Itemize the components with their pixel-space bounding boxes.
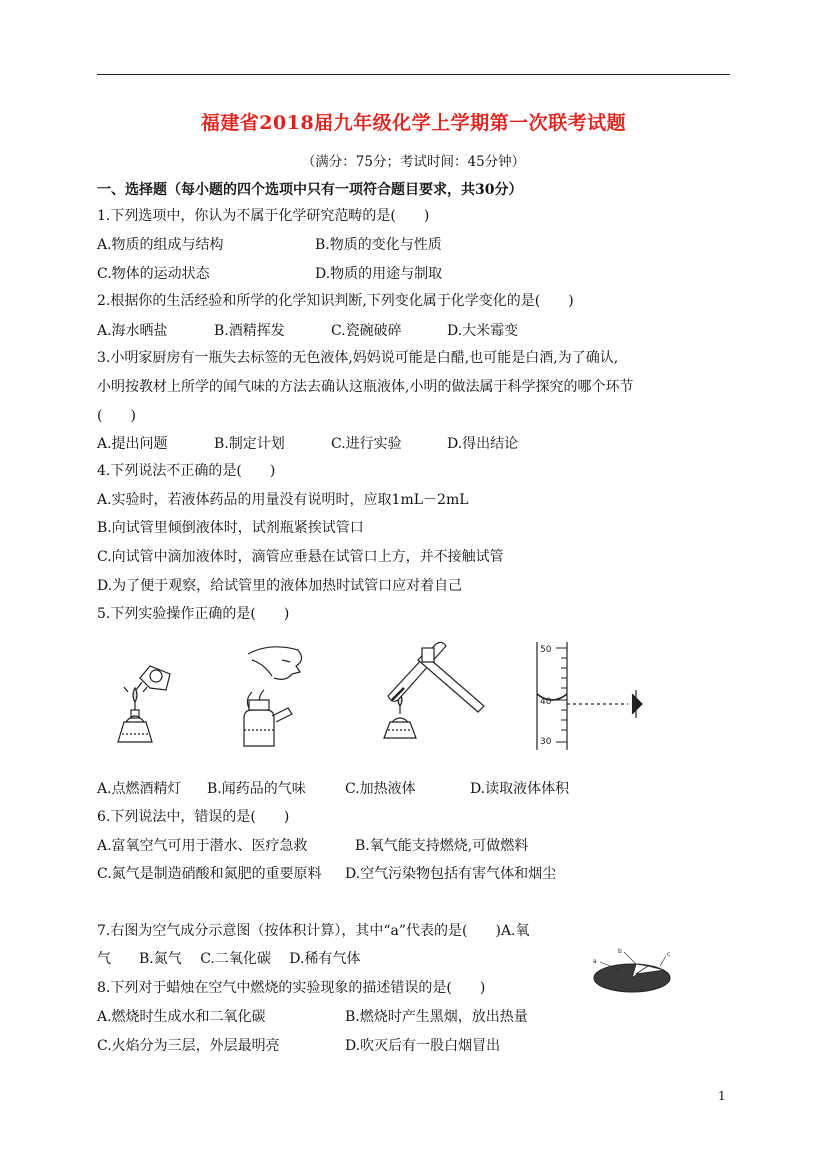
q3-option-d: D.得出结论 [447, 436, 519, 452]
q6-option-d: D.空气污染物包括有害气体和烟尘 [345, 866, 557, 882]
q4-option-b: B.向试管里倾倒液体时，试剂瓶紧挨试管口 [97, 520, 364, 536]
alcohol-lamp-lighting-icon [118, 666, 170, 742]
q5-option-a: A.点燃酒精灯 [97, 781, 182, 797]
header-rule [97, 74, 730, 75]
q4-option-a: A.实验时，若液体药品的用量没有说明时，应取1mL－2mL [97, 492, 469, 508]
q3-option-b: B.制定计划 [214, 436, 285, 452]
q2-option-c: C.瓷碗破碎 [331, 323, 402, 339]
q1-stem: 1.下列选项中，你认为不属于化学研究范畴的是( ) [97, 208, 430, 224]
cylinder-tick-30: 30 [540, 737, 552, 747]
q3-stem-line1: 3.小明家厨房有一瓶失去标签的无色液体,妈妈说可能是白醋,也可能是白酒,为了确认, [97, 350, 619, 366]
q6-stem: 6.下列说法中，错误的是( ) [97, 809, 290, 825]
test-tube-heating-icon [384, 642, 484, 738]
q5-option-b: B.闻药品的气味 [207, 781, 306, 797]
q3-option-c: C.进行实验 [331, 436, 402, 452]
q1-option-d: D.物质的用途与制取 [315, 266, 443, 282]
page-title: 福建省2018届九年级化学上学期第一次联考试题 [200, 112, 627, 134]
q1-option-a: A.物质的组成与结构 [97, 237, 224, 253]
graduated-cylinder-icon [537, 642, 642, 750]
q1-option-b: B.物质的变化与性质 [315, 237, 442, 253]
q5-option-d: D.读取液体体积 [470, 781, 570, 797]
q8-option-a: A.燃烧时生成水和二氧化碳 [97, 1009, 266, 1025]
q2-option-d: D.大米霉变 [447, 323, 519, 339]
q2-stem: 2.根据你的生活经验和所学的化学知识判断,下列变化属于化学变化的是( ) [97, 293, 574, 309]
air-composition-pie [590, 944, 680, 1000]
q2-option-b: B.酒精挥发 [214, 323, 285, 339]
q5-option-c: C.加热液体 [345, 781, 416, 797]
q4-stem: 4.下列说法不正确的是( ) [97, 463, 276, 479]
q4-option-d: D.为了便于观察，给试管里的液体加热时试管口应对着自己 [97, 578, 463, 594]
q7-options: 气 B.氮气 C.二氧化碳 D.稀有气体 [97, 951, 361, 967]
q4-option-c: C.向试管中滴加液体时，滴管应垂悬在试管口上方，并不接触试管 [97, 549, 504, 565]
q3-stem-line2: 小明按教材上所学的闻气味的方法去确认这瓶液体,小明的做法属于科学探究的哪个环节 [97, 379, 634, 395]
q1-option-c: C.物体的运动状态 [97, 266, 210, 282]
exam-info: （满分：75分；考试时间：45分钟） [301, 154, 526, 170]
pie-label-b: b [618, 948, 622, 955]
cylinder-tick-40: 40 [540, 697, 552, 707]
page-number: 1 [718, 1089, 726, 1103]
q6-option-a: A.富氧空气可用于潜水、医疗急救 [97, 838, 308, 854]
smelling-gas-icon [244, 647, 302, 746]
q5-illustrations [0, 630, 827, 755]
pie-label-a: a [593, 958, 597, 965]
cylinder-tick-50: 50 [540, 645, 552, 655]
q3-option-a: A.提出问题 [97, 436, 168, 452]
q6-option-c: C.氮气是制造硝酸和氮肥的重要原料 [97, 866, 322, 882]
q8-option-b: B.燃烧时产生黑烟，放出热量 [345, 1009, 528, 1025]
q8-option-c: C.火焰分为三层，外层最明亮 [97, 1038, 280, 1054]
q6-option-b: B.氧气能支持燃烧,可做燃料 [355, 838, 529, 854]
q7-stem: 7.右图为空气成分示意图（按体积计算），其中“a”代表的是( )A.氧 [97, 923, 530, 939]
q2-option-a: A.海水晒盐 [97, 323, 168, 339]
section-heading: 一、选择题（每小题的四个选项中只有一项符合题目要求，共30分） [97, 182, 523, 198]
pie-label-c: c [667, 951, 671, 958]
q8-option-d: D.吹灭后有一股白烟冒出 [345, 1038, 501, 1054]
q5-stem: 5.下列实验操作正确的是( ) [97, 606, 290, 622]
q3-stem-line3: ( ) [97, 408, 136, 424]
q8-stem: 8.下列对于蜡烛在空气中燃烧的实验现象的描述错误的是( ) [97, 980, 486, 996]
